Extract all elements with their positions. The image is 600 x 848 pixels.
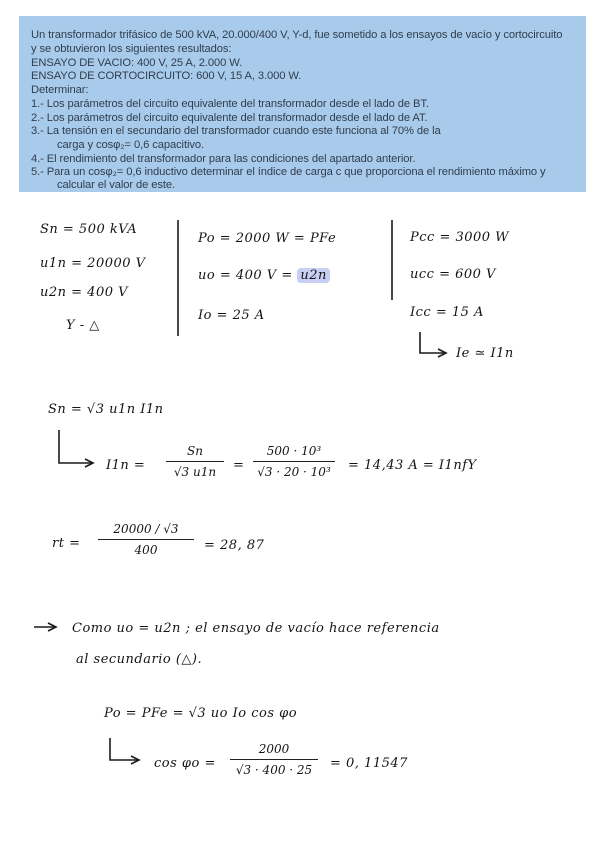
problem-line: Determinar:: [31, 84, 89, 96]
i1n-label: I1n =: [106, 458, 146, 473]
problem-line: 2.- Los parámetros del circuito equivalente del transformador desde el lado de AT.: [31, 112, 428, 124]
i1n-result: = 14,43 A = I1nfY: [348, 458, 477, 473]
comment-line: Como uo = u2n ; el ensayo de vacío hace referencia: [72, 621, 440, 636]
fraction-denominator: √3 · 20 · 10³: [257, 465, 331, 479]
arrow-icon: [59, 430, 92, 463]
problem-line: calcular el valor de este.: [57, 179, 176, 191]
problem-line: carga y cosφ₂= 0,6 capacitivo.: [57, 139, 204, 151]
rt-fraction: [98, 522, 194, 557]
rt-label: rt =: [52, 536, 81, 551]
problem-line: ENSAYO DE VACIO: 400 V, 25 A, 2.000 W.: [31, 57, 243, 69]
no-load-power: Po = 2000 W = PFe: [198, 231, 337, 246]
secondary-voltage: u2n = 400 V: [40, 285, 129, 300]
fraction-denominator: √3 · 400 · 25: [235, 763, 313, 777]
cos-phi-result: = 0, 11547: [330, 756, 408, 771]
rt-result: = 28, 87: [204, 538, 265, 553]
core-loss-equation: Po = PFe = √3 uo Io cos φo: [104, 706, 298, 721]
no-load-voltage: [198, 268, 330, 283]
i1n-fraction-symbolic: [166, 444, 224, 479]
equals-sign: =: [233, 458, 245, 473]
fraction-numerator: 20000 / √3: [113, 522, 179, 536]
problem-line: Un transformador trifásico de 500 kVA, 20.000/400 V, Y-d, fue sometido a los ensayos de vacío y cortocircuito: [31, 29, 563, 41]
short-circuit-power: Pcc = 3000 W: [410, 230, 510, 245]
connection-type: Y - △: [66, 318, 100, 333]
fraction-numerator: Sn: [187, 444, 203, 458]
fraction-denominator: √3 u1n: [173, 465, 217, 479]
cos-phi-label: cos φo =: [154, 756, 216, 771]
cos-phi-fraction: [230, 742, 318, 777]
fraction-denominator: 400: [134, 543, 158, 557]
short-circuit-voltage: ucc = 600 V: [410, 267, 496, 282]
comment-line: al secundario (△).: [76, 652, 203, 667]
problem-line: y se obtuvieron los siguientes resultados:: [31, 43, 232, 55]
problem-line: 5.- Para un cosφ₂= 0,6 inductivo determinar el índice de carga c que proporciona el rendimiento máximo y: [31, 166, 546, 178]
no-load-current: Io = 25 A: [198, 308, 265, 323]
fraction-numerator: 500 · 10³: [266, 444, 322, 458]
primary-voltage: u1n = 20000 V: [40, 256, 146, 271]
no-load-voltage-text: uo = 400 V =: [198, 268, 293, 283]
highlighted-u2n: u2n: [297, 268, 330, 283]
problem-line: 4.- El rendimiento del transformador para las condiciones del apartado anterior.: [31, 153, 416, 165]
rated-power: Sn = 500 kVA: [40, 222, 138, 237]
apparent-power-equation: Sn = √3 u1n I1n: [48, 402, 164, 417]
fraction-numerator: 2000: [258, 742, 290, 756]
problem-line: 1.- Los parámetros del circuito equivalente del transformador desde el lado de BT.: [31, 98, 429, 110]
current-equivalence: Ie ≃ I1n: [456, 346, 514, 361]
short-circuit-current: Icc = 15 A: [410, 305, 484, 320]
i1n-fraction-numeric: [253, 444, 335, 479]
problem-line: ENSAYO DE CORTOCIRCUITO: 600 V, 15 A, 3.000 W.: [31, 70, 302, 82]
problem-line: 3.- La tensión en el secundario del transformador cuando este funciona al 70% de la: [31, 125, 441, 137]
